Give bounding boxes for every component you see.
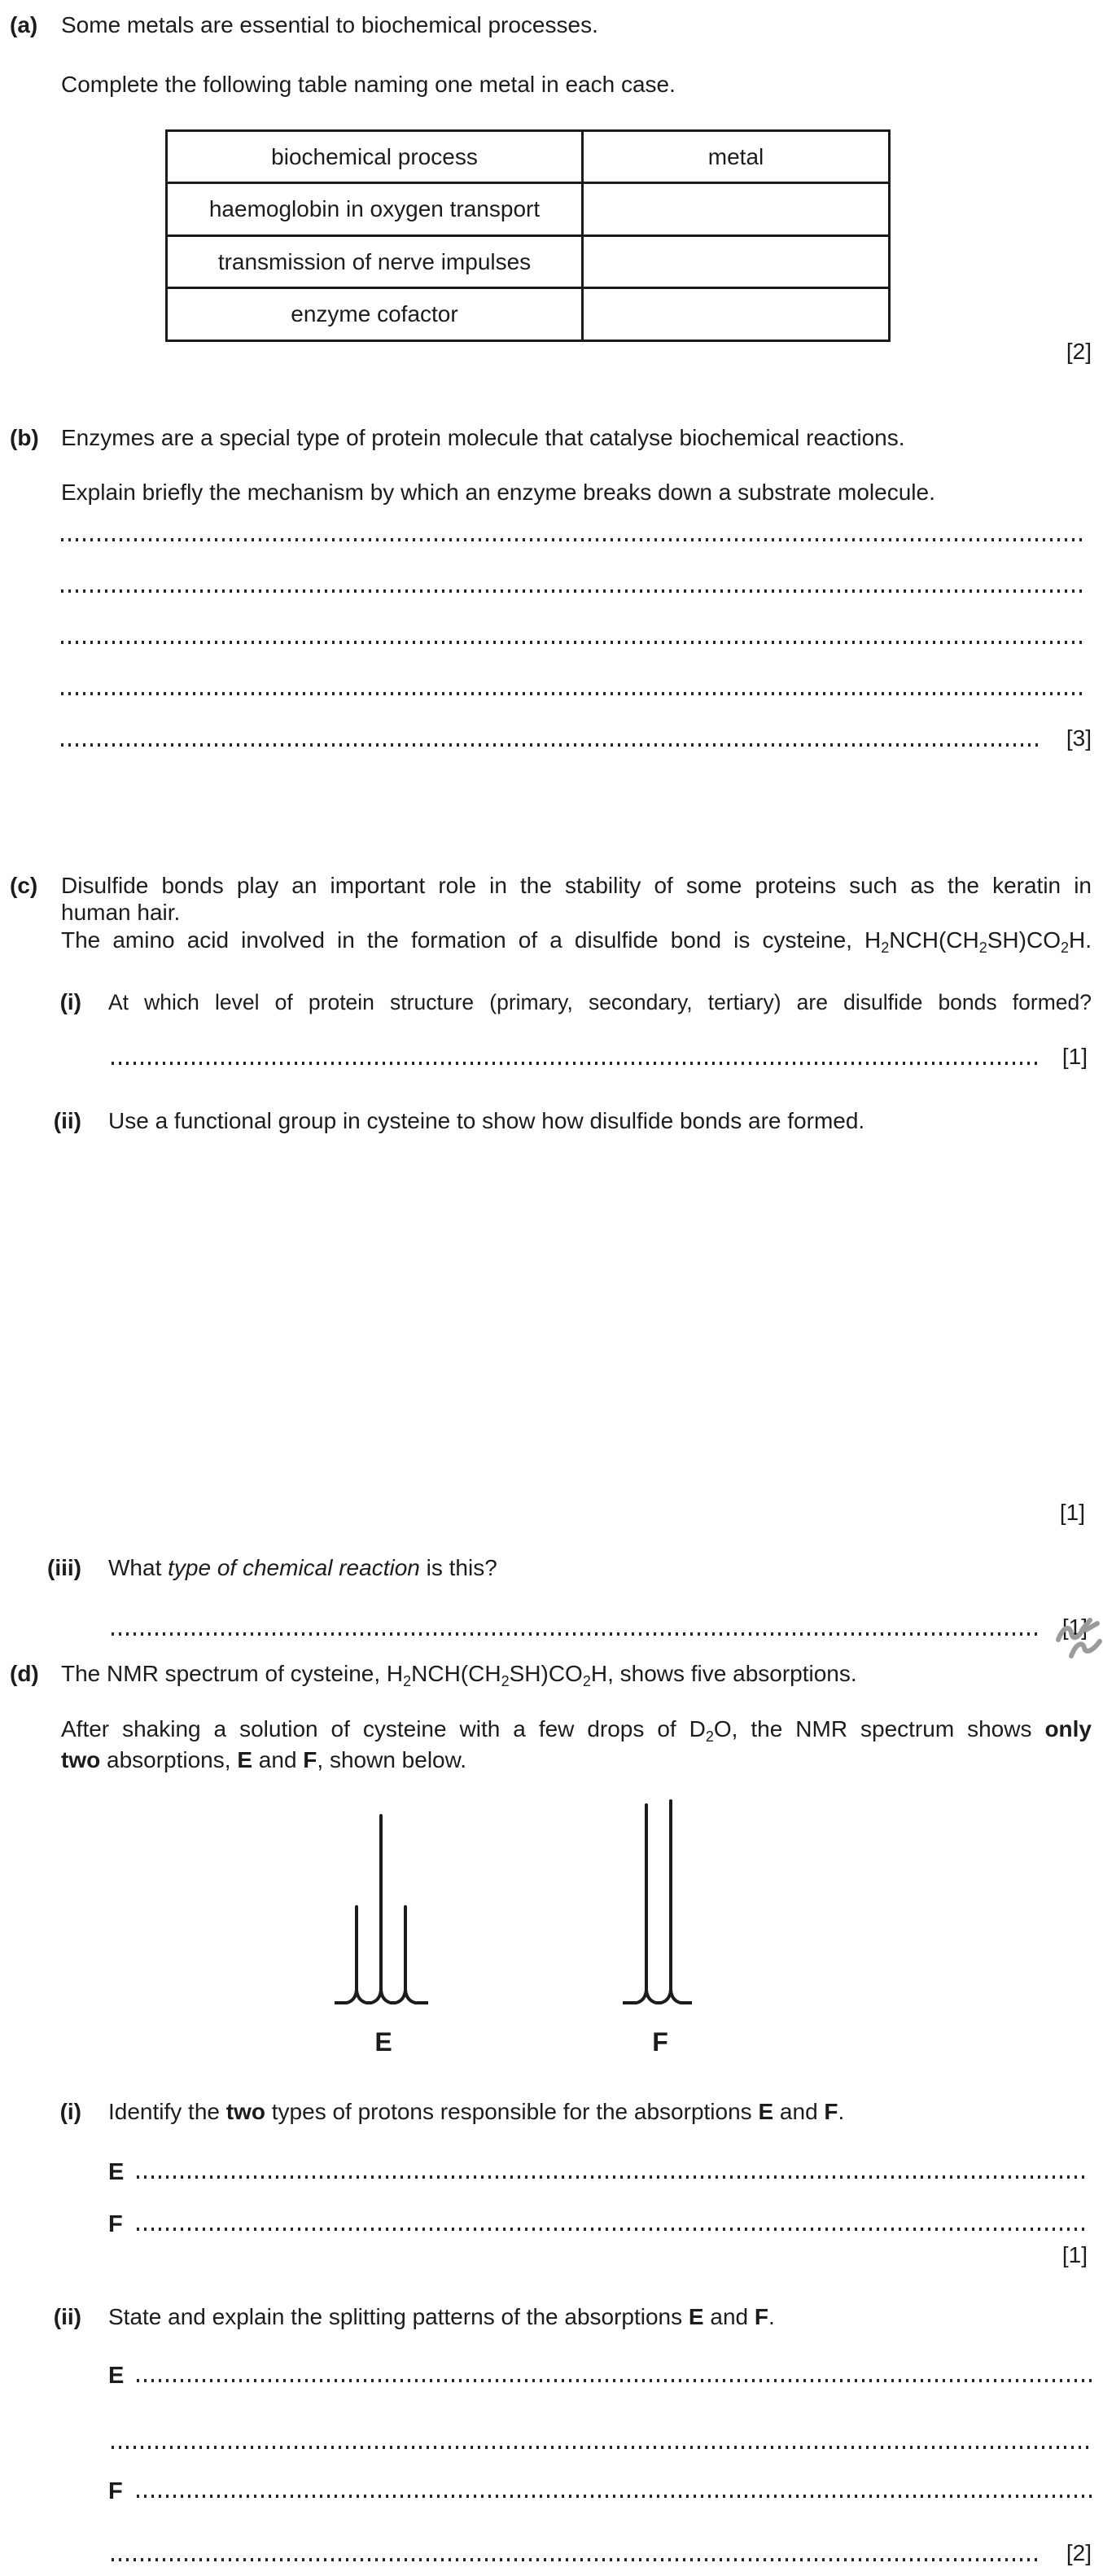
part-a-instruction: Complete the following table naming one metal in each case. bbox=[61, 72, 676, 97]
metal-answer-cell bbox=[583, 183, 890, 236]
part-c-intro-line2: human hair. bbox=[61, 900, 181, 925]
table-row bbox=[167, 288, 890, 341]
part-c-intro-line1: Disulfide bonds play an important role in the stability of some proteins such as the keratin in bbox=[61, 873, 1092, 898]
marks-d-i: [1] bbox=[1061, 2242, 1088, 2267]
metal-answer-cell bbox=[583, 236, 890, 288]
answer-line bbox=[61, 641, 1087, 644]
answer-line bbox=[61, 692, 1087, 695]
process-cell: enzyme cofactor bbox=[167, 288, 583, 341]
absorption-e-label: E bbox=[374, 2027, 392, 2057]
answer-prefix-e: E bbox=[108, 2363, 125, 2389]
marks-a: [2] bbox=[1066, 339, 1092, 364]
table-row bbox=[167, 183, 890, 236]
part-b-label: (b) bbox=[10, 425, 39, 450]
d-para-line2: two absorptions, E and F, shown below. bbox=[61, 1747, 467, 1772]
table-row bbox=[167, 236, 890, 288]
c-i-question: At which level of protein structure (primary, secondary, tertiary) are disulfide bonds formed? bbox=[108, 990, 1092, 1014]
answer-line bbox=[137, 2228, 1087, 2231]
process-cell: haemoglobin in oxygen transport bbox=[167, 183, 583, 236]
answer-prefix-f: F bbox=[108, 2211, 123, 2237]
part-b-intro: Enzymes are a special type of protein molecule that catalyse biochemical reactions. bbox=[61, 425, 905, 450]
absorption-f-label: F bbox=[652, 2027, 668, 2057]
answer-prefix-e: E bbox=[108, 2159, 125, 2185]
marks-b: [3] bbox=[1066, 725, 1092, 751]
c-i-label: (i) bbox=[59, 989, 81, 1014]
d-i-question: Identify the two types of protons responsible for the absorptions E and F. bbox=[108, 2099, 845, 2124]
marks-c-i: [1] bbox=[1061, 1044, 1088, 1069]
marks-c-iii: [1] bbox=[1061, 1614, 1088, 1640]
d-para-line1: After shaking a solution of cysteine with a few drops of $D_2O$, the NMR spectrum shows only bbox=[61, 1716, 1092, 1745]
part-a-intro: Some metals are essential to biochemical processes. bbox=[61, 12, 598, 37]
answer-line bbox=[112, 2558, 1042, 2561]
metal-answer-cell bbox=[583, 288, 890, 341]
answer-line bbox=[137, 2495, 1092, 2498]
answer-line bbox=[61, 743, 1042, 747]
answer-line bbox=[112, 1632, 1042, 1636]
c-ii-question: Use a functional group in cysteine to show how disulfide bonds are formed. bbox=[108, 1108, 865, 1133]
answer-line bbox=[61, 538, 1087, 541]
header-biochemical-process: biochemical process bbox=[167, 131, 583, 183]
part-d-label: (d) bbox=[10, 1661, 39, 1686]
process-cell: transmission of nerve impulses bbox=[167, 236, 583, 288]
table-header-row bbox=[167, 131, 890, 183]
metals-table bbox=[165, 129, 891, 342]
answer-line bbox=[137, 2379, 1092, 2382]
d-i-label: (i) bbox=[59, 2099, 81, 2124]
c-iii-label: (iii) bbox=[47, 1555, 81, 1580]
d-ii-label: (ii) bbox=[53, 2304, 81, 2329]
part-c-label: (c) bbox=[10, 873, 38, 898]
nmr-absorption-f bbox=[623, 1801, 692, 2003]
c-iii-question: What type of chemical reaction is this? bbox=[108, 1555, 497, 1580]
d-ii-question: State and explain the splitting patterns of the absorptions E and F. bbox=[108, 2304, 775, 2329]
header-metal: metal bbox=[583, 131, 890, 183]
nmr-spectrum bbox=[317, 1787, 700, 2007]
answer-line bbox=[112, 2446, 1092, 2449]
c-ii-label: (ii) bbox=[53, 1108, 81, 1133]
answer-line bbox=[112, 1062, 1042, 1065]
part-a-label: (a) bbox=[10, 12, 38, 37]
answer-line bbox=[137, 2175, 1087, 2179]
part-b-instruction: Explain briefly the mechanism by which an enzyme breaks down a substrate molecule. bbox=[61, 480, 935, 505]
marks-d-ii: [2] bbox=[1066, 2540, 1092, 2565]
scan-artifact-squiggle bbox=[1053, 1606, 1103, 1659]
answer-prefix-f: F bbox=[108, 2478, 123, 2504]
part-d-intro: The NMR spectrum of cysteine, $H_2NCH(CH_2SH)CO_2H$, shows five absorptions. bbox=[61, 1661, 857, 1689]
part-c-intro-line3: The amino acid involved in the formation of a disulfide bond is cysteine, $H_2NCH(CH_2SH)CO_2H$. bbox=[61, 927, 1092, 956]
nmr-absorption-e bbox=[335, 1816, 428, 2003]
answer-line bbox=[61, 589, 1087, 593]
marks-c-ii: [1] bbox=[1059, 1500, 1085, 1525]
